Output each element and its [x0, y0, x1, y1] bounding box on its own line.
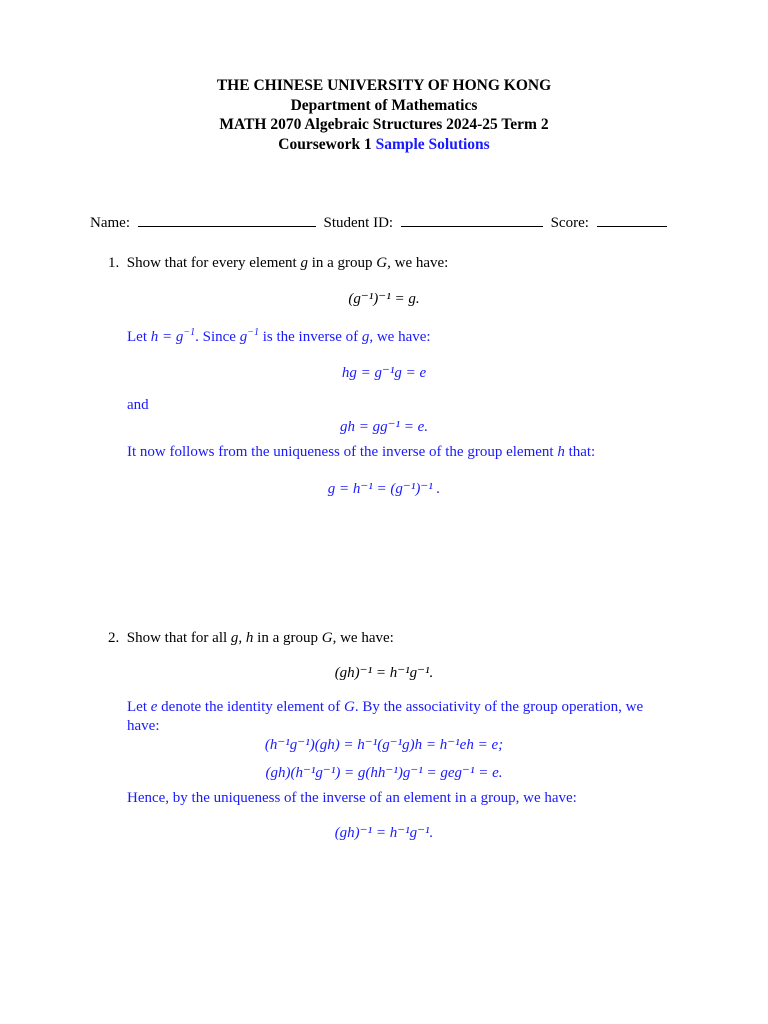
solution-math: G: [344, 699, 355, 715]
solution-text: have:: [127, 718, 160, 734]
sample-solutions-label: Sample Solutions: [375, 135, 490, 153]
solution-text: denote the identity element of: [161, 699, 341, 715]
solution-line: [127, 329, 431, 346]
question-2-statement: (gh)⁻¹ = h⁻¹g⁻¹.: [334, 665, 434, 681]
solution-math: h: [557, 444, 565, 460]
name-blank[interactable]: [138, 212, 316, 227]
solution-math: e: [150, 699, 158, 715]
solution-equation: (gh)⁻¹ = h⁻¹g⁻¹.: [334, 825, 434, 841]
prompt-text: , we have:: [387, 255, 449, 271]
department-name: Department of Mathematics: [290, 96, 478, 114]
solution-line: [127, 444, 595, 461]
question-2-prompt: [108, 630, 394, 647]
solution-math: $g^{-1}$: [239, 327, 259, 345]
solution-text: , we have:: [369, 329, 431, 345]
solution-math: $h = g^{-1}$: [150, 327, 196, 345]
prompt-variable: G: [321, 630, 333, 646]
solution-paragraph: [127, 698, 667, 736]
score-label: Score:: [550, 215, 589, 231]
solution-text: Let: [127, 699, 147, 715]
solution-text: It now follows from the uniqueness of the inverse of the group element: [127, 444, 554, 460]
course-title: MATH 2070 Algebraic Structures 2024-25 Term 2: [219, 116, 549, 133]
question-number: 2.: [108, 630, 120, 646]
solution-equation: hg = g⁻¹g = e: [341, 365, 427, 381]
solution-equation: g = h⁻¹ = (g⁻¹)⁻¹ .: [327, 481, 441, 497]
university-name: THE CHINESE UNIVERSITY OF HONG KONG: [216, 77, 552, 94]
prompt-text: in a group: [257, 630, 318, 646]
solution-and: and: [127, 397, 149, 413]
question-1-prompt: [108, 255, 448, 272]
name-label: Name:: [90, 215, 130, 231]
prompt-variable: g: [300, 255, 308, 271]
prompt-text: in a group: [311, 255, 373, 271]
score-blank[interactable]: [597, 212, 667, 227]
prompt-variable: g, h: [230, 630, 254, 646]
coursework-label: Coursework 1: [278, 135, 372, 153]
solution-equation: (gh)(h⁻¹g⁻¹) = g(hh⁻¹)g⁻¹ = geg⁻¹ = e.: [265, 765, 503, 781]
solution-text: . Since: [195, 329, 236, 345]
solution-math: g: [361, 329, 370, 345]
student-id-label: Student ID:: [323, 215, 394, 231]
solution-line: Hence, by the uniqueness of the inverse of an element in a group, we have:: [127, 790, 577, 806]
question-1-statement: (g⁻¹)⁻¹ = g.: [348, 291, 420, 307]
prompt-text: Show that for every element: [126, 255, 297, 271]
document-header: [0, 76, 768, 154]
solution-text: is the inverse of: [262, 329, 359, 345]
solution-text: . By the associativity of the group operation, we: [354, 699, 644, 715]
student-id-blank[interactable]: [401, 212, 543, 227]
prompt-text: , we have:: [332, 630, 394, 646]
solution-text: that:: [568, 444, 596, 460]
solution-text: Let: [127, 329, 147, 345]
solution-equation: gh = gg⁻¹ = e.: [339, 419, 429, 435]
student-info-line: [90, 212, 660, 233]
question-number: 1.: [108, 255, 120, 271]
coursework-title: [0, 135, 768, 155]
solution-equation: (h⁻¹g⁻¹)(gh) = h⁻¹(g⁻¹g)h = h⁻¹eh = e;: [264, 737, 504, 753]
prompt-variable: G: [376, 255, 388, 271]
prompt-text: Show that for all: [126, 630, 228, 646]
